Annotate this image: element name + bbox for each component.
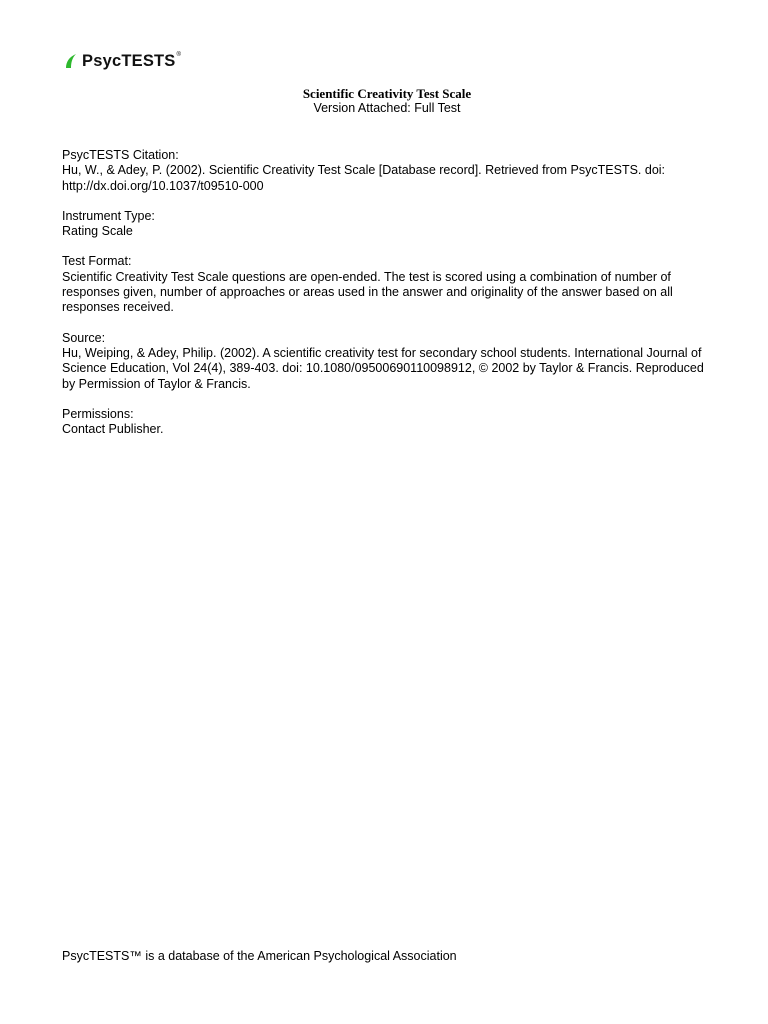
test-format-value-line-3: responses received. (62, 300, 174, 315)
document-title: Scientific Creativity Test Scale (302, 86, 472, 101)
source-value-line-3: by Permission of Taylor & Francis. (62, 376, 251, 391)
title-block (0, 86, 768, 116)
citation-value-line-1: Hu, W., & Adey, P. (2002). Scientific Creativity Test Scale [Database record]. Retrieved from PsycTESTS. doi: (62, 163, 666, 178)
source-value-line-1: Hu, Weiping, & Adey, Philip. (2002). A scientific creativity test for secondary school students. International Journal of (62, 345, 702, 360)
permissions-label: Permissions: (62, 406, 134, 421)
green-swoosh-icon (63, 53, 79, 69)
test-format-field (62, 254, 722, 315)
document-body (62, 148, 722, 452)
document-subtitle: Version Attached: Full Test (313, 101, 461, 115)
source-field (62, 331, 722, 392)
source-value-line-2: Science Education, Vol 24(4), 389-403. doi: 10.1080/09500690110098912, © 2002 by Taylor & Francis. Reproduced (62, 361, 704, 376)
citation-value-line-2: http://dx.doi.org/10.1037/t09510-000 (62, 178, 264, 193)
source-label: Source: (62, 330, 106, 345)
citation-field (62, 148, 722, 194)
registered-mark: ® (176, 52, 181, 58)
footer-note: PsycTESTS™ is a database of the American Psychological Association (62, 949, 457, 963)
logo-text: PsycTESTS (82, 51, 176, 70)
test-format-value-line-1: Scientific Creativity Test Scale questions are open-ended. The test is scored using a combination of number of (62, 269, 671, 284)
instrument-type-label: Instrument Type: (62, 208, 155, 223)
permissions-field (62, 407, 722, 438)
test-format-value-line-2: responses given, number of approaches or areas used in the answer and originality of the answer based on all (62, 285, 673, 300)
test-format-label: Test Format: (62, 254, 132, 269)
instrument-type-field (62, 209, 722, 240)
instrument-type-value: Rating Scale (62, 224, 133, 239)
permissions-value: Contact Publisher. (62, 422, 164, 437)
citation-label: PsycTESTS Citation: (62, 148, 179, 162)
psyctests-logo (63, 50, 213, 72)
